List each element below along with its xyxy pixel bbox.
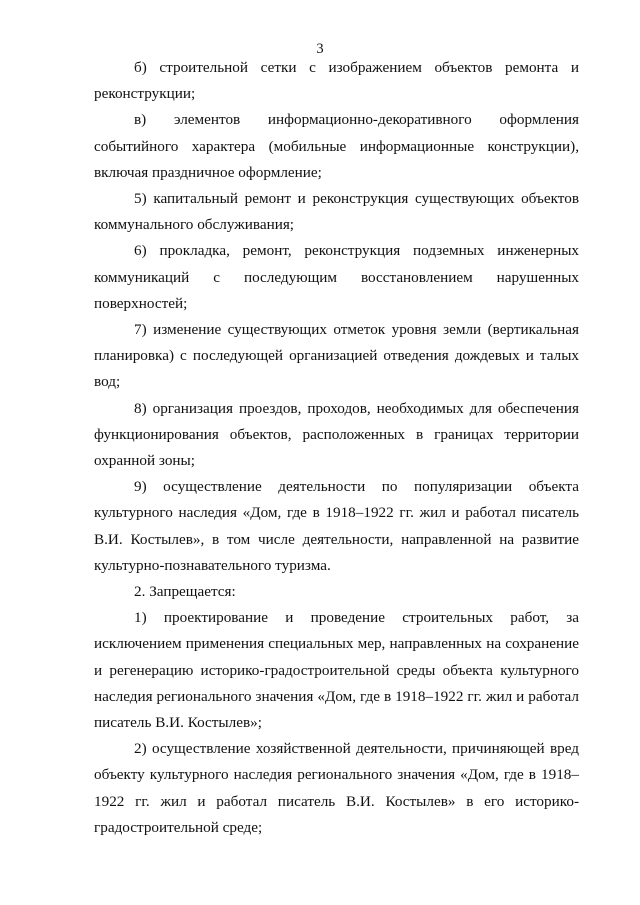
paragraph-item-7: 7) изменение существующих отметок уровня земли (вертикальная планировка) с последующей организацией отведения дождевых и талых вод; bbox=[94, 321, 579, 391]
paragraph-item-6: 6) прокладка, ремонт, реконструкция подземных инженерных коммуникаций с последующим восстановлением нарушенных поверхностей; bbox=[94, 242, 579, 312]
paragraph-item-v: в) элементов информационно-декоративного оформления событийного характера (мобильные информационные конструкции), включая праздничное оформление; bbox=[94, 111, 579, 181]
paragraph-item-8: 8) организация проездов, проходов, необходимых для обеспечения функционирования объектов, расположенных в границах территории охранной зоны; bbox=[94, 399, 579, 470]
paragraph-prohibited-2: 2) осуществление хозяйственной деятельности, причиняющей вред объекту культурного наследия регионального значения «Дом, где в 1918–1922 гг. жил и работал писатель В.И. Костылев» в его историко-градостроительной среде; bbox=[94, 740, 579, 836]
paragraph-item-9: 9) осуществление деятельности по популяризации объекта культурного наследия «Дом, где в 1918–1922 гг. жил и работал писатель В.И. Костылев», в том числе деятельности, направленной на развитие культурно-познавательного туризма. bbox=[94, 478, 579, 574]
document-body bbox=[94, 55, 579, 841]
paragraph-item-5: 5) капитальный ремонт и реконструкция существующих объектов коммунального обслуживания; bbox=[94, 190, 579, 234]
paragraph-item-b: б) строительной сетки с изображением объектов ремонта и реконструкции; bbox=[94, 59, 579, 103]
paragraph-prohibited-1: 1) проектирование и проведение строительных работ, за исключением применения специальных мер, направленных на сохранение и регенерацию историко-градостроительной среды объекта культурного наследия регионального значения «Дом, где в 1918–1922 гг. жил и работал писатель В.И. Костылев»; bbox=[94, 609, 579, 732]
page-number: 3 bbox=[316, 41, 324, 57]
paragraph-section-2: 2. Запрещается: bbox=[134, 583, 236, 601]
